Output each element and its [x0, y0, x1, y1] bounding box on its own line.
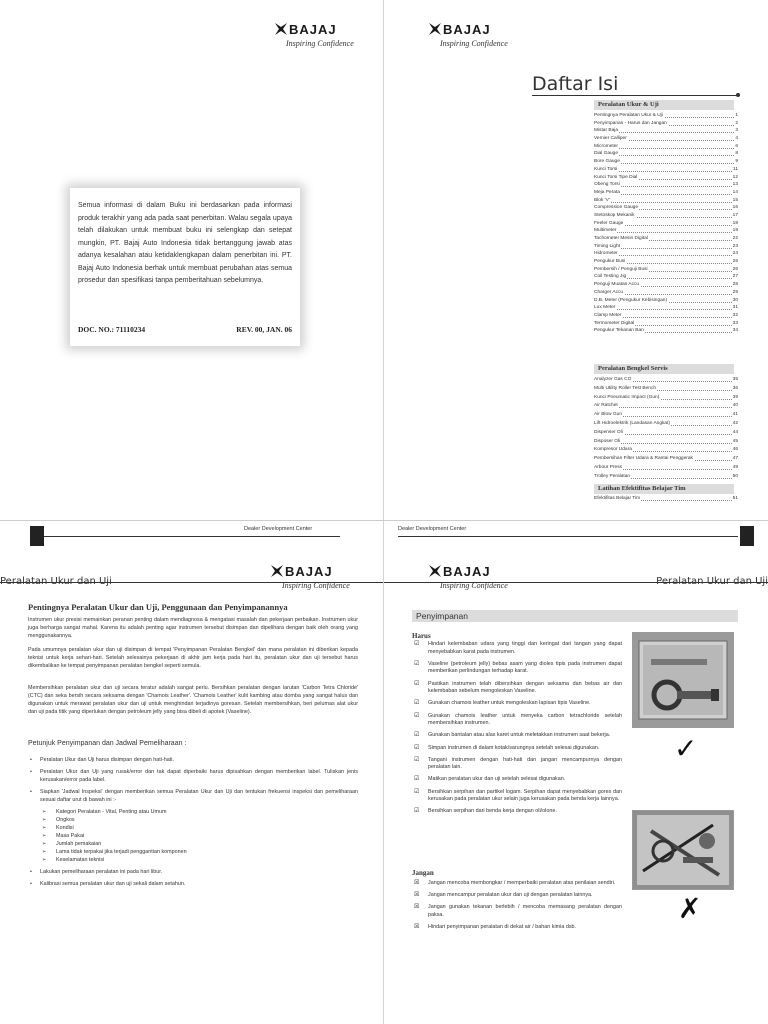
toc-entry-title: Mistar Baja	[594, 128, 618, 134]
list-item-text: Gunakan chamois leather untuk menyeka carbon tetrachloride setelah membersihkan instrumen.	[428, 712, 622, 727]
toc-entry-page: 46	[732, 446, 738, 455]
brand-tagline: Inspiring Confidence	[440, 581, 508, 590]
bajaj-emblem-icon	[428, 22, 442, 36]
toc-entry-page: 50	[732, 473, 738, 482]
toc-entry[interactable]	[594, 402, 738, 411]
page-divider-horizontal	[0, 520, 768, 521]
header-rule	[44, 536, 340, 537]
toc-entry-title: Trolley Peralatan	[594, 473, 631, 479]
page-header-title: Peralatan Ukur dan Uji	[0, 576, 112, 587]
checkbox-checked-icon: ☑	[414, 776, 420, 783]
checkbox-crossed-icon: ☒	[414, 880, 420, 886]
list-item-text: Pastikan instrumen telah dibersihkan dengan seksama dan bebas air dan kelembaban sebelum mengoleskan Vaseline.	[428, 680, 622, 695]
toc-entry-title: Pembersih / Penguji Busi	[594, 266, 648, 272]
toc-entry-title: Clamp Meter	[594, 312, 622, 318]
list-item-text: Tangani instrumen dengan hati-hati dan jangan mencampurnya dengan peralatan lain.	[428, 756, 622, 771]
mixed-tools-image	[633, 811, 733, 889]
toc-entry[interactable]	[594, 250, 738, 258]
header-rule	[398, 536, 738, 537]
list-item-text: Hindari penyimpanan peralatan di dekat air / bahan kimia dsb.	[428, 924, 577, 931]
list-item	[412, 904, 622, 919]
checkbox-checked-icon: ☑	[414, 756, 420, 763]
toc-entry[interactable]	[594, 220, 738, 228]
toc-entry-page: 41	[732, 411, 738, 420]
toc-entry-page: 14	[732, 189, 738, 195]
jangan-heading: Jangan	[412, 869, 434, 877]
toc-entry-page: 40	[732, 402, 738, 411]
toc-entry[interactable]	[594, 112, 738, 120]
list-item-text: Jangan gunakan tekanan berlebih / mencoba memasang peralatan dengan paksa.	[428, 904, 622, 918]
toc-entry-title: Air Ratchet	[594, 403, 618, 409]
toc-entry[interactable]	[594, 158, 738, 166]
list-item	[412, 713, 622, 728]
toc-entry-page: 24	[732, 251, 738, 257]
checkbox-crossed-icon: ☒	[414, 924, 420, 931]
brand-name: BAJAJ	[289, 22, 337, 37]
photo-mixed-tools	[632, 810, 734, 890]
toc-entry-title: Bore Gauge	[594, 159, 620, 165]
checkbox-checked-icon: ☑	[414, 660, 420, 667]
toc-entry[interactable]	[594, 429, 738, 438]
toc-entry-page: 16	[732, 205, 738, 211]
bajaj-logo	[428, 22, 518, 56]
toc-entry[interactable]	[594, 120, 738, 128]
toc-entry[interactable]	[594, 181, 738, 189]
disclaimer-text: Semua informasi di dalam Buku ini berdasarkan pada informasi produk terakhir yang ada pada saat penerbitan. Walau segala upaya telah dilakukan untuk membuat buku ini selengkap dan setepat mungkin, PT. Bajaj Auto Indonesia tidak bertanggung jawab atas adanya kesalahan atau ketidaklengkapan dalam penerbitan ini. PT. Bajaj Auto Indonesia berhak untuk membuat perubahan atas semua prosedur dan spesifikasi tanpa pemberitahuan sebelumnya.	[78, 202, 292, 284]
toc-entry-title: Air Blow Gun	[594, 412, 622, 418]
toc-entry-page: 23	[732, 243, 738, 249]
toc-entry-title: Vernier Calliper	[594, 136, 627, 142]
toc-entry-title: Penyimpanan - Harus dan Jangan	[594, 120, 667, 126]
toc-entry-page: 28	[732, 282, 738, 288]
toc-entry-page: 11	[733, 166, 738, 172]
revision: REV. 00, JAN. 06	[236, 325, 292, 334]
list-item	[412, 789, 622, 804]
toc-entry-page: 15	[732, 197, 738, 203]
toc-list-teamwork	[594, 495, 738, 503]
list-item	[412, 700, 622, 708]
toc-entry-title: Meja Perata	[594, 189, 620, 195]
list-item	[412, 732, 622, 740]
list-item	[412, 808, 622, 816]
toc-entry[interactable]	[594, 258, 738, 266]
toc-entry-page: 51	[732, 496, 738, 501]
toc-entry-title: Hidrometer	[594, 251, 618, 257]
page-importance	[0, 520, 384, 1024]
toc-entry[interactable]	[594, 394, 738, 403]
list-item-text: Jangan mencampur peralatan ukur dan uji dengan peralatan lainnya.	[428, 892, 593, 899]
toc-entry-title: Penguji Muatan Accu	[594, 282, 640, 288]
toc-entry[interactable]	[594, 204, 738, 212]
brand-name: BAJAJ	[285, 564, 333, 579]
toc-entry-page: 49	[732, 464, 738, 473]
toc-entry-title: Pembersihan Filter Udara & Rantai Penggerak	[594, 456, 693, 462]
toc-entry-page: 12	[732, 174, 738, 180]
brand-tagline: Inspiring Confidence	[286, 39, 354, 48]
toc-entry-page: 9	[735, 159, 738, 165]
checkbox-checked-icon: ☑	[414, 712, 420, 719]
toc-entry-title: Kunci Torsi Tipe Dial	[594, 174, 638, 180]
list-item	[412, 641, 622, 656]
page-divider-vertical	[383, 0, 384, 1024]
toc-entry[interactable]	[594, 464, 738, 473]
toc-entry-page: 17	[732, 212, 738, 218]
toc-entry[interactable]	[594, 227, 738, 235]
doc-number: DOC. NO.: 71110234	[78, 325, 146, 334]
sub-list-item: ➢ Lama tidak terpakai jika terjadi penggantian komponen	[28, 848, 358, 856]
sub-list-item: ➢ Kategori Peralatan - Vital, Penting atau Umum	[28, 808, 358, 816]
toc-entry-page: 1	[735, 113, 738, 118]
list-item	[412, 681, 622, 696]
list-item	[412, 776, 622, 784]
toc-entry[interactable]	[594, 304, 738, 312]
toc-section-heading: Latihan Efektifitas Belajar Tim	[594, 484, 734, 494]
toc-entry-page: 29	[732, 289, 738, 295]
toc-entry[interactable]	[594, 312, 738, 320]
brand-tagline: Inspiring Confidence	[440, 39, 508, 48]
sub-list-item: ➢ Jumlah pemakaian	[28, 840, 358, 848]
brand-tagline: Inspiring Confidence	[282, 581, 350, 590]
list-item	[412, 661, 622, 676]
checkbox-checked-icon: ☑	[414, 680, 420, 687]
toc-entry[interactable]	[594, 281, 738, 289]
toc-entry-title: Obeng Torsi	[594, 182, 620, 188]
brand-name: BAJAJ	[443, 22, 491, 37]
page-header	[384, 572, 768, 594]
toc-entry-title: Blok 'V'	[594, 197, 610, 203]
disclaimer-box	[70, 188, 300, 346]
toc-entry[interactable]	[594, 189, 738, 197]
toc-entry[interactable]	[594, 297, 738, 305]
sub-list-item: ➢ Ongkos	[28, 816, 358, 824]
toc-entry[interactable]	[594, 243, 738, 251]
toc-entry-title: Multimeter	[594, 228, 617, 234]
photo-micrometer-in-case	[632, 632, 734, 728]
harus-heading: Harus	[412, 632, 431, 640]
toc-entry[interactable]	[594, 150, 738, 158]
toc-section-heading: Peralatan Ukur & Uji	[594, 100, 734, 110]
toc-entry-title: D.B. Meter (Pengukur Kebisingan)	[594, 297, 668, 303]
guideline-list	[28, 756, 358, 892]
checkbox-checked-icon: ☑	[414, 788, 420, 795]
toc-entry-title: Compression Gauge	[594, 205, 638, 211]
bajaj-emblem-icon	[270, 564, 284, 578]
toc-entry-page: 2	[735, 120, 738, 126]
page-notice	[0, 0, 384, 520]
toc-entry[interactable]	[594, 235, 738, 243]
list-item-text: Vaseline (petroleum jelly) bebas asam yang dioles tipis pada instrumen dapat memberikan perlindungan terhadap karat.	[428, 660, 622, 675]
toc-entry-page: 13	[732, 182, 738, 188]
page-tab-marker	[740, 526, 754, 546]
toc-entry-title: Micrometer	[594, 143, 618, 149]
document-number-row	[78, 325, 292, 334]
list-item	[412, 757, 622, 772]
harus-list	[412, 641, 622, 821]
toc-entry-page: 27	[732, 274, 738, 280]
toc-entry-page: 19	[732, 228, 738, 234]
toc-entry-page: 32	[732, 312, 738, 318]
toc-entry-title: Timing Light	[594, 243, 620, 249]
toc-entry[interactable]	[594, 143, 738, 151]
toc-entry[interactable]	[594, 135, 738, 143]
toc-entry-page: 33	[732, 320, 738, 326]
toc-entry[interactable]	[594, 455, 738, 464]
toc-section-heading: Peralatan Bengkel Servis	[594, 364, 734, 374]
list-item: • Lakukan pemeliharaan peralatan ini pada hari libur.	[28, 868, 358, 876]
toc-entry-title: Pengukur Busi	[594, 259, 626, 265]
list-item-text: Hindari kelembaban udara yang tinggi dan keringat dari tangan yang dapat menyebabkan karat pada instrumen.	[428, 641, 622, 655]
dealer-development-center: Dealer Development Center	[398, 526, 467, 532]
toc-entry-title: Tachometer Mesin Digital	[594, 236, 648, 241]
toc-entry[interactable]	[594, 446, 738, 455]
toc-entry-page: 36	[732, 385, 738, 394]
toc-entry-page: 44	[732, 429, 738, 438]
list-item: • Kalibrasi semua peralatan ukur dan uji sekali dalam setahun.	[28, 880, 358, 888]
toc-entry-page: 34	[732, 328, 738, 334]
toc-entry-page: 45	[732, 438, 738, 447]
toc-entry-page: 18	[732, 220, 738, 226]
list-item-text: Matikan peralatan ukur dan uji setelah selesai digunakan.	[428, 776, 566, 783]
micrometer-case-image	[633, 633, 733, 727]
toc-entry-title: Lift Hidroelektrik (Landasan Angkat)	[594, 420, 670, 426]
toc-entry[interactable]	[594, 495, 738, 503]
toc-entry[interactable]	[594, 197, 738, 205]
toc-entry-title: Charger Accu	[594, 289, 624, 295]
section-title: Pentingnya Peralatan Ukur dan Uji, Penggunaan dan Penyimpanannya	[28, 602, 288, 612]
toc-entry-page: 22	[732, 236, 738, 241]
checkbox-checked-icon: ☑	[414, 808, 420, 815]
sub-list-item: ➢ Kondisi	[28, 824, 358, 832]
jangan-list	[412, 880, 622, 936]
toc-entry-title: Lux Meter	[594, 305, 616, 311]
toc-entry[interactable]	[594, 174, 738, 182]
toc-entry[interactable]	[594, 385, 738, 394]
toc-entry-title: Kunci Pneumatic Impact (Gun)	[594, 394, 660, 400]
checkbox-crossed-icon: ☒	[414, 892, 420, 899]
toc-entry-title: Dispenser Oli	[594, 429, 623, 435]
list-item-text: Bersihkan serpihan dari benda kerja dengan oli/olone.	[428, 808, 557, 815]
toc-entry-title: Multi Utility Roller Test Bench	[594, 385, 657, 391]
toc-entry-page: 42	[732, 420, 738, 429]
toc-title: Daftar Isi	[532, 73, 619, 95]
paragraph: Instrumen ukur presisi memainkan peranan penting dalam mendiagnosa & mengatasi masalah dan pekerjaan perbaikan. Instrumen ukur juga berharga sangat mahal. Karena itu adalah penting agar instrumen tersebut disimpan dan dipelihara dengan baik oleh orang yang menggunakannya.	[28, 617, 358, 639]
toc-entry-title: Analyzer Gas CO	[594, 377, 632, 382]
toc-entry[interactable]	[594, 266, 738, 274]
toc-entry-title: Efektifitas Belajar Tim	[594, 496, 641, 501]
list-item-text: Simpan instrumen di dalam kotak/sarungnya setelah selesai digunakan.	[428, 744, 600, 751]
checkbox-crossed-icon: ☒	[414, 904, 420, 911]
toc-entry-page: 35	[732, 376, 738, 385]
toc-entry-title: Pengukur Tekanan Ban	[594, 328, 644, 334]
checkbox-checked-icon: ☑	[414, 732, 420, 739]
list-item	[412, 745, 622, 753]
toc-entry-page: 4	[735, 136, 738, 142]
list-item: • Siapkan 'Jadwal Inspeksi' dengan memberikan semua Peralatan Ukur dan Uji dan tentukan frekuensi inspeksi dan pemeliharaan sesuai daftar urut di bawah ini :-	[28, 788, 358, 804]
page-tab-marker	[30, 526, 44, 546]
list-item-text: Jangan mencoba membongkar / memperbaiki peralatan atas penilaian sendiri.	[428, 880, 616, 886]
toc-entry-page: 3	[735, 128, 738, 134]
toc-entry-page: 30	[732, 297, 738, 303]
bajaj-emblem-icon	[274, 22, 288, 36]
list-item	[412, 892, 622, 900]
bajaj-logo	[274, 22, 364, 56]
toc-entry-page: 8	[735, 151, 738, 157]
page-storage	[384, 520, 768, 1024]
toc-entry-title: Arbour Press	[594, 464, 622, 470]
toc-entry[interactable]	[594, 420, 738, 429]
toc-entry[interactable]	[594, 289, 738, 297]
toc-entry[interactable]	[594, 327, 738, 335]
toc-entry-page: 25	[732, 259, 738, 265]
toc-entry[interactable]	[594, 376, 738, 385]
toc-entry-page: 39	[732, 394, 738, 403]
list-item-text: Gunakan chamois leather untuk mengoleskan lapisan tipis Vaseline.	[428, 700, 591, 707]
toc-entry[interactable]	[594, 273, 738, 281]
toc-entry[interactable]	[594, 320, 738, 328]
toc-list-workshop	[594, 376, 738, 482]
toc-entry-title: Pentingnya Peralatan Ukur & Uji	[594, 113, 663, 118]
checkbox-checked-icon: ☑	[414, 700, 420, 707]
toc-entry[interactable]	[594, 473, 738, 482]
list-item	[412, 880, 622, 888]
toc-entry-page: 47	[732, 455, 738, 464]
dealer-development-center: Dealer Development Center	[244, 526, 313, 532]
checkbox-checked-icon: ☑	[414, 641, 420, 647]
toc-entry[interactable]	[594, 212, 738, 220]
toc-entry[interactable]	[594, 411, 738, 420]
toc-entry[interactable]	[594, 438, 738, 447]
toc-entry-title: Stetoskop Mekanik	[594, 212, 635, 218]
toc-entry-title: Coil Testing Jig	[594, 274, 627, 280]
list-item: • Peralatan Ukur dan Uji harus disimpan dengan hati-hati.	[28, 756, 358, 764]
toc-list-measuring	[594, 112, 738, 335]
subsection-title: Petunjuk Penyimpanan dan Jadwal Pemeliharaan :	[28, 740, 187, 747]
toc-entry-page: 31	[732, 305, 738, 311]
toc-entry-page: 26	[732, 266, 738, 272]
sub-list-item: ➢ Keselamatan teknisi	[28, 856, 358, 864]
toc-entry[interactable]	[594, 127, 738, 135]
toc-entry-title: Feeler Gauge	[594, 220, 624, 226]
bajaj-logo	[270, 564, 360, 598]
list-item-text: Gunakan bantalan atau alas karet untuk meletakkan instrumen saat bekerja.	[428, 732, 611, 739]
brand-name: BAJAJ	[443, 564, 491, 579]
list-item-text: Bersihkan serpihan dan partikel logam. Serpihan dapat menyebabkan gores dan kerusakan pada peralatan ukur selain juga kerusakan pada benda kerja lainnya.	[428, 788, 622, 803]
toc-entry[interactable]	[594, 166, 738, 174]
sub-list-item: ➢ Masa Pakai	[28, 832, 358, 840]
toc-entry-title: Disposer Oli	[594, 438, 621, 444]
wrong-cross-icon: ✗	[678, 892, 702, 925]
paragraph: Membersihkan peralatan ukur dan uji secara teratur adalah sangat perlu. Bersihkan peralatan dengan larutan 'Carbon Tetra Chloride' (CTC) dan seka bersih secara seksama dengan 'Chamois Leather'. 'Chamois Leather' kulit kambing atau domba yang sangat halus dan digunakan untuk merawat peralatan ukur dan uji untuk menghindari terjadinya goresan. Setelah membersihkan, beri pelumas alat ukur dan uji pada titik yang diperlukan dengan petroleum jelly yang bisa dibeli di apotek (Vaseline).	[28, 685, 358, 715]
list-item: • Peralatan Ukur dan Uji yang rusak/error dan tak dapat diperbaiki harus dipisahkan dengan memberikan label. Tuliskan jenis kerusakan/error pada label.	[28, 768, 358, 784]
checkbox-checked-icon: ☑	[414, 744, 420, 751]
title-underline	[532, 95, 738, 96]
toc-entry-title: Dial Gauge	[594, 151, 618, 157]
toc-entry-title: Kompresor Udara	[594, 447, 632, 453]
toc-entry-title: Kunci Torsi	[594, 166, 618, 172]
correct-check-icon: ✓	[674, 732, 698, 765]
list-item	[412, 924, 622, 932]
section-bar: Penyimpanan	[412, 610, 738, 622]
toc-entry-page: 6	[735, 143, 738, 149]
page-table-of-contents	[384, 0, 768, 520]
page-header-title: Peralatan Ukur dan Uji	[656, 576, 768, 587]
toc-entry-title: Termometer Digital	[594, 320, 635, 326]
paragraph: Pada umumnya peralatan ukur dan uji disimpan di tempat 'Penyimpanan Peralatan Bengkel' dan mana peralatan ini diberikan kepada teknisi untuk kerja sehari-hari. Setelah selesainya pekerjaan di akhir jam kerja pada hari itu, peralatan ukur dan uji tersebut harus dikembalikan ke tempat penyimpanan peralatan bengkel seperti semula.	[28, 647, 358, 669]
